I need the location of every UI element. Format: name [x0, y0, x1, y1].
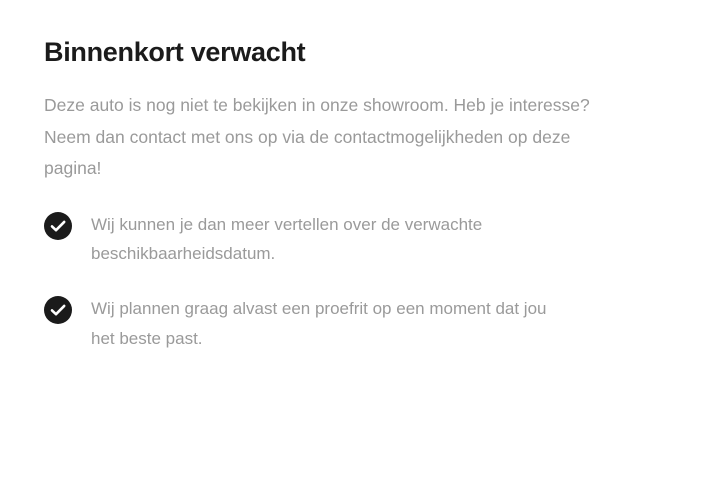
check-circle-icon	[44, 296, 72, 324]
check-circle-background	[44, 296, 72, 324]
check-circle-background	[44, 212, 72, 240]
page-title: Binnenkort verwacht	[44, 37, 306, 67]
list-item-label: Wij kunnen je dan meer vertellen over de verwachte beschikbaarheidsdatum.	[91, 214, 483, 264]
intro-paragraph: Deze auto is nog niet te bekijken in onze showroom. Heb je interesse? Neem dan contact met ons op via de contactmogelijkheden op deze pagina!	[44, 95, 590, 178]
list-item	[44, 210, 676, 268]
list-item	[44, 294, 676, 352]
benefit-list	[44, 210, 676, 353]
list-item-label: Wij plannen graag alvast een proefrit op een moment dat jou het beste past.	[91, 299, 547, 348]
check-circle-icon	[44, 212, 72, 240]
